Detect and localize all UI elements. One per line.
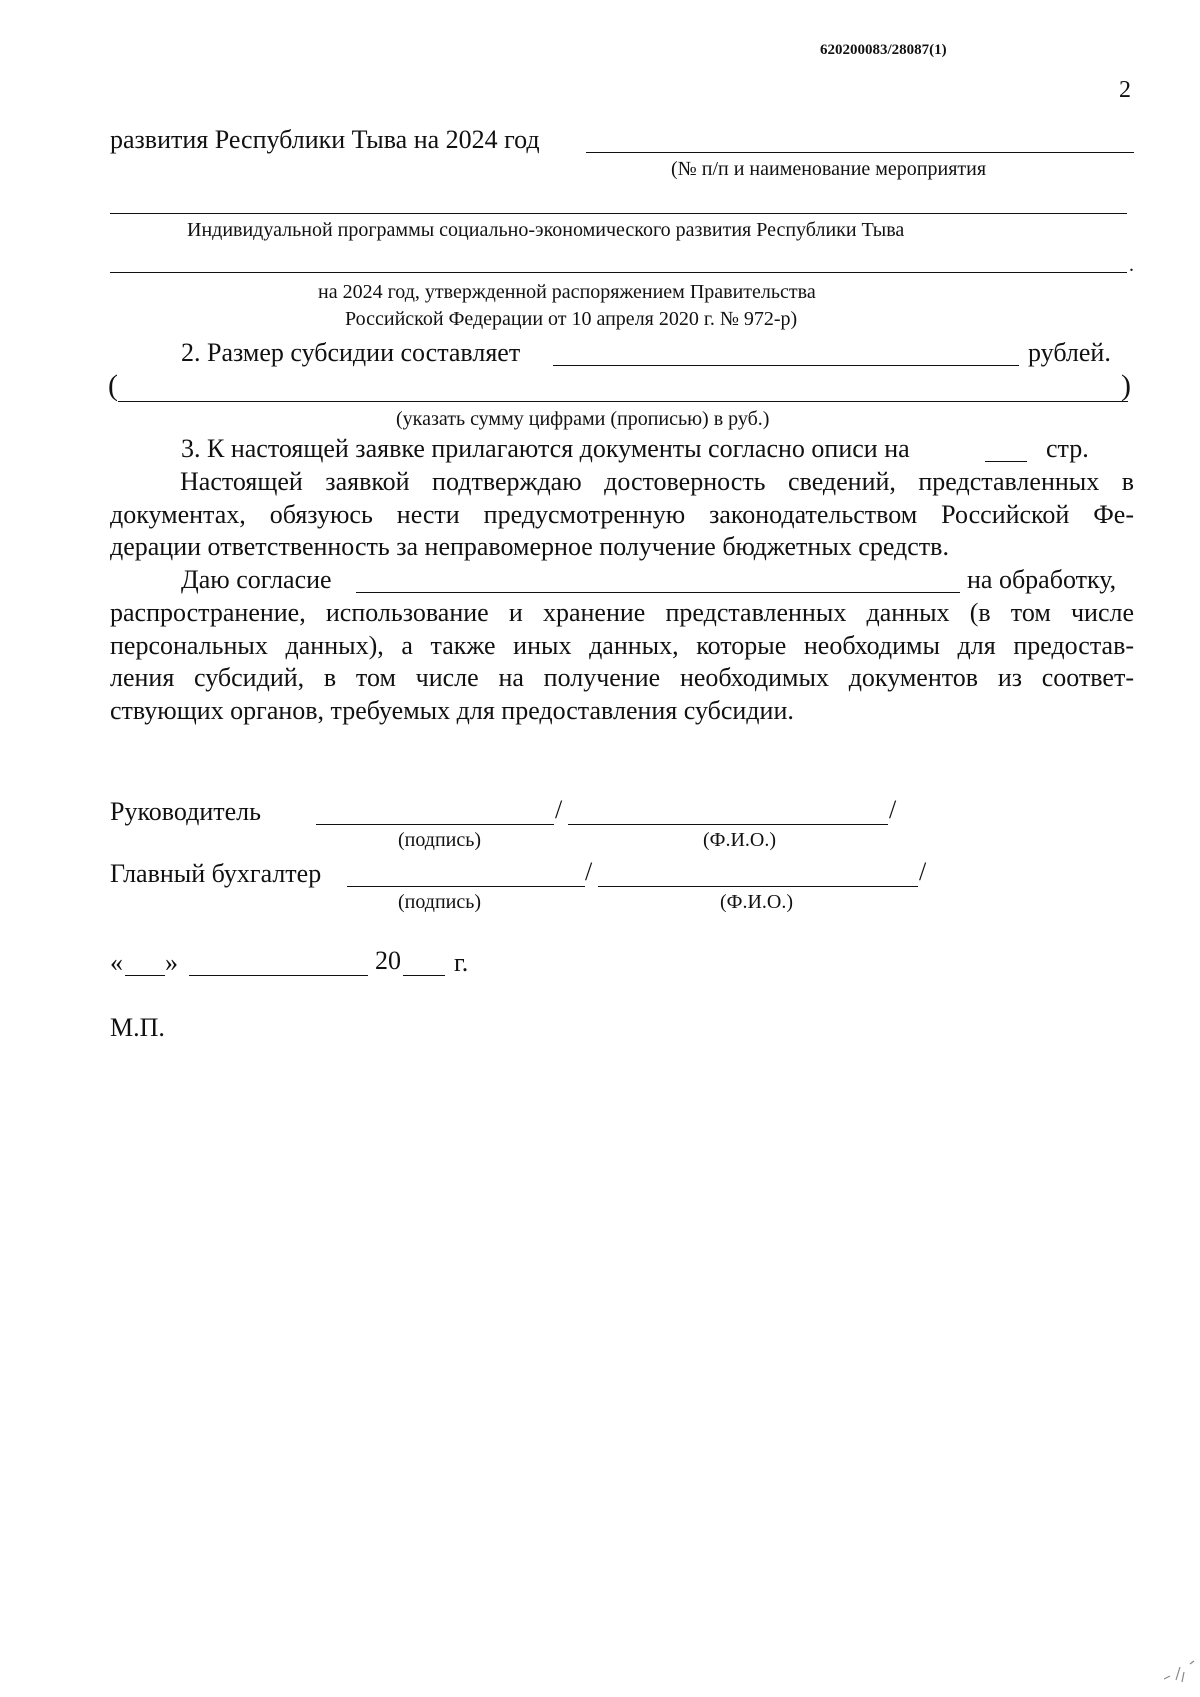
region-line: развития Республики Тыва на 2024 год: [110, 125, 540, 154]
confirmation-line-3: дерации ответственность за неправомерное получение бюджетных средств.: [110, 532, 949, 561]
date-open-quote: «: [110, 948, 123, 977]
head-name-line: [568, 824, 888, 825]
consent-paragraph: [110, 597, 1134, 727]
event-caption-1: (№ п/п и наименование мероприятия: [671, 158, 987, 180]
event-name-line-2: [110, 213, 1127, 214]
head-slash-1: /: [555, 795, 563, 824]
subsidy-unit: рублей.: [1028, 338, 1111, 367]
accountant-signature-line: [347, 886, 585, 887]
amount-caption: (указать сумму цифрами (прописью) в руб.): [396, 408, 770, 430]
head-name-caption: (Ф.И.О.): [703, 829, 777, 851]
confirmation-line-2: документах, обязуюсь нести предусмотренную законодательством Российской Фе-: [110, 499, 1134, 529]
event-name-line-3: [110, 272, 1127, 273]
event-caption-2: Индивидуальной программы социально-экономического развития Республики Тыва: [187, 219, 905, 241]
consent-line-2: распространение, использование и хранение представленных данных (в том числе: [110, 598, 1134, 627]
amount-words-line: [118, 401, 1128, 402]
head-signature-caption: (подпись): [398, 829, 482, 851]
date-month-line: [189, 975, 368, 976]
consent-label: Даю согласие: [181, 565, 332, 594]
date-year-line: [403, 975, 445, 976]
date-day-line: [125, 975, 165, 976]
subsidy-label: 2. Размер субсидии составляет: [181, 338, 521, 367]
event-name-line-1: [586, 152, 1134, 153]
stamp-place: М.П.: [110, 1013, 165, 1042]
attachments-pages-line: [985, 461, 1027, 462]
date-close-quote: »: [165, 948, 178, 977]
consent-line-3: персональных данных), а также иных данных, которые необходимы для предостав-: [110, 630, 1134, 660]
accountant-slash-1: /: [585, 857, 593, 886]
head-signature-line: [316, 824, 554, 825]
attachments-text: 3. К настоящей заявке прилагаются документы согласно описи на: [181, 434, 910, 463]
attachments-unit: стр.: [1046, 434, 1089, 463]
consent-after: на обработку,: [967, 565, 1117, 594]
event-caption-3b: Российской Федерации от 10 апреля 2020 г. № 972-р): [345, 308, 798, 330]
amount-words-close-paren: ): [1121, 369, 1131, 402]
event-caption-3a: на 2024 год, утвержденной распоряжением Правительства: [318, 281, 816, 303]
accountant-signature-caption: (подпись): [398, 891, 482, 913]
document-number: 620200083/28087(1): [820, 42, 947, 58]
subsidy-amount-line: [553, 365, 1019, 366]
accountant-name-line: [598, 886, 918, 887]
head-slash-2: /: [889, 795, 897, 824]
date-year-suffix: г.: [454, 948, 469, 977]
accountant-slash-2: /: [919, 857, 927, 886]
scan-mark-icon: [1160, 1655, 1196, 1685]
confirmation-paragraph: [110, 466, 1134, 564]
accountant-label: Главный бухгалтер: [110, 859, 322, 888]
event-period: .: [1129, 254, 1134, 276]
date-century: 20: [375, 946, 401, 975]
consent-line-4: ления субсидий, в том числе на получение необходимых документов из соответ-: [110, 663, 1134, 692]
accountant-name-caption: (Ф.И.О.): [720, 891, 794, 913]
consent-line-5: ствующих органов, требуемых для предоставления субсидии.: [110, 695, 794, 725]
consent-name-line: [356, 592, 960, 593]
page-number: 2: [1119, 77, 1131, 103]
confirmation-line-1: Настоящей заявкой подтверждаю достоверность сведений, представленных в: [180, 467, 1134, 496]
head-label: Руководитель: [110, 797, 261, 826]
amount-words-open-paren: (: [108, 369, 118, 402]
